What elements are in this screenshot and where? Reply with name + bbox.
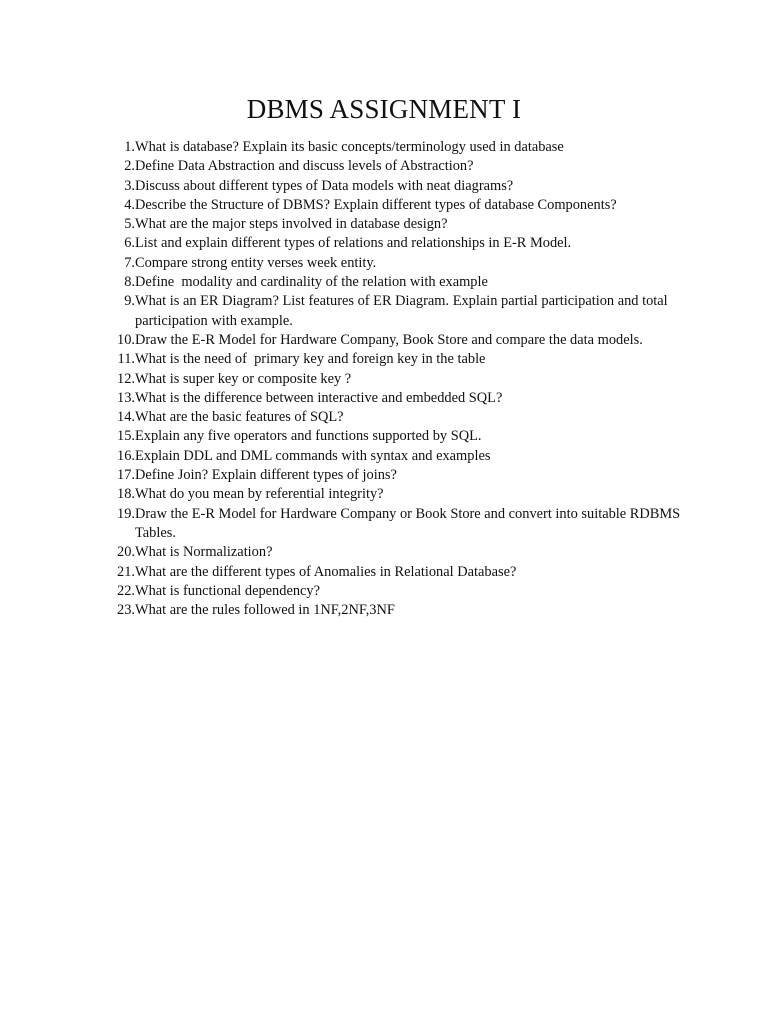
question-number: 19.	[117, 505, 135, 522]
question-number: 8.	[124, 274, 135, 291]
list-item	[104, 505, 684, 544]
question-text: Discuss about different types of Data models with neat diagrams?	[135, 177, 514, 194]
list-item	[104, 350, 684, 369]
question-text: What is database? Explain its basic concepts/terminology used in database	[135, 139, 564, 155]
list-item	[104, 485, 684, 504]
list-item	[104, 582, 684, 601]
question-number: 11.	[117, 351, 135, 368]
list-item	[104, 215, 684, 234]
question-text: Define modality and cardinality of the relation with example	[135, 274, 488, 291]
question-number: 16.	[117, 447, 135, 464]
list-item	[104, 273, 684, 292]
question-text: List and explain different types of relations and relationships in E-R Model.	[135, 235, 572, 252]
list-item	[104, 138, 684, 157]
question-text: Define Join? Explain different types of joins?	[135, 467, 397, 484]
list-item	[104, 601, 684, 620]
question-number: 3.	[124, 177, 135, 194]
question-text: Explain any five operators and functions supported by SQL.	[135, 428, 482, 445]
question-number: 23.	[117, 602, 135, 619]
question-number: 6.	[124, 235, 135, 252]
question-text: What are the basic features of SQL?	[135, 409, 344, 426]
list-item	[104, 254, 684, 273]
question-number: 17.	[117, 467, 135, 484]
question-number: 5.	[124, 216, 135, 233]
list-item	[104, 331, 684, 350]
question-text: Compare strong entity verses week entity.	[135, 254, 377, 271]
list-item	[104, 389, 684, 408]
question-text: What do you mean by referential integrity?	[135, 486, 384, 503]
question-list	[104, 138, 684, 620]
question-number: 1.	[124, 139, 135, 155]
list-item	[104, 177, 684, 196]
question-number: 15.	[117, 428, 135, 445]
question-number: 2.	[124, 158, 135, 175]
list-item	[104, 292, 684, 331]
question-number: 7.	[124, 254, 135, 271]
question-text: What is the difference between interactive and embedded SQL?	[135, 389, 503, 406]
question-text: What are the rules followed in 1NF,2NF,3NF	[135, 602, 395, 619]
question-text: What is the need of primary key and foreign key in the table	[135, 351, 486, 368]
list-item	[104, 447, 684, 466]
question-number: 12.	[117, 370, 135, 387]
question-text: Draw the E-R Model for Hardware Company or Book Store and convert into suitable RDBMS Tables.	[135, 505, 684, 541]
document-title: DBMS ASSIGNMENT I	[246, 94, 522, 124]
list-item	[104, 157, 684, 176]
question-text: Explain DDL and DML commands with syntax and examples	[135, 447, 491, 464]
question-number: 20.	[117, 544, 135, 561]
question-text: What is Normalization?	[135, 544, 273, 561]
question-number: 22.	[117, 582, 135, 599]
list-item	[104, 543, 684, 562]
question-number: 4.	[124, 196, 135, 213]
question-number: 10.	[117, 331, 135, 348]
question-text: What are the different types of Anomalies in Relational Database?	[135, 563, 517, 580]
question-text: What is an ER Diagram? List features of ER Diagram. Explain partial participation and total participation with example.	[135, 293, 672, 329]
question-text: What is super key or composite key ?	[135, 370, 352, 387]
question-number: 18.	[117, 486, 135, 503]
question-number: 13.	[117, 389, 135, 406]
list-item	[104, 563, 684, 582]
question-text: Define Data Abstraction and discuss levels of Abstraction?	[135, 158, 474, 175]
question-number: 14.	[117, 409, 135, 426]
list-item	[104, 370, 684, 389]
question-number: 21.	[117, 563, 135, 580]
question-text: What are the major steps involved in database design?	[135, 216, 448, 233]
list-item	[104, 234, 684, 253]
list-item	[104, 196, 684, 215]
list-item	[104, 466, 684, 485]
question-number: 9.	[124, 293, 135, 310]
question-text: What is functional dependency?	[135, 582, 321, 599]
question-text: Draw the E-R Model for Hardware Company, Book Store and compare the data models.	[135, 331, 643, 348]
list-item	[104, 427, 684, 446]
question-text: Describe the Structure of DBMS? Explain different types of database Components?	[135, 196, 617, 213]
list-item	[104, 408, 684, 427]
